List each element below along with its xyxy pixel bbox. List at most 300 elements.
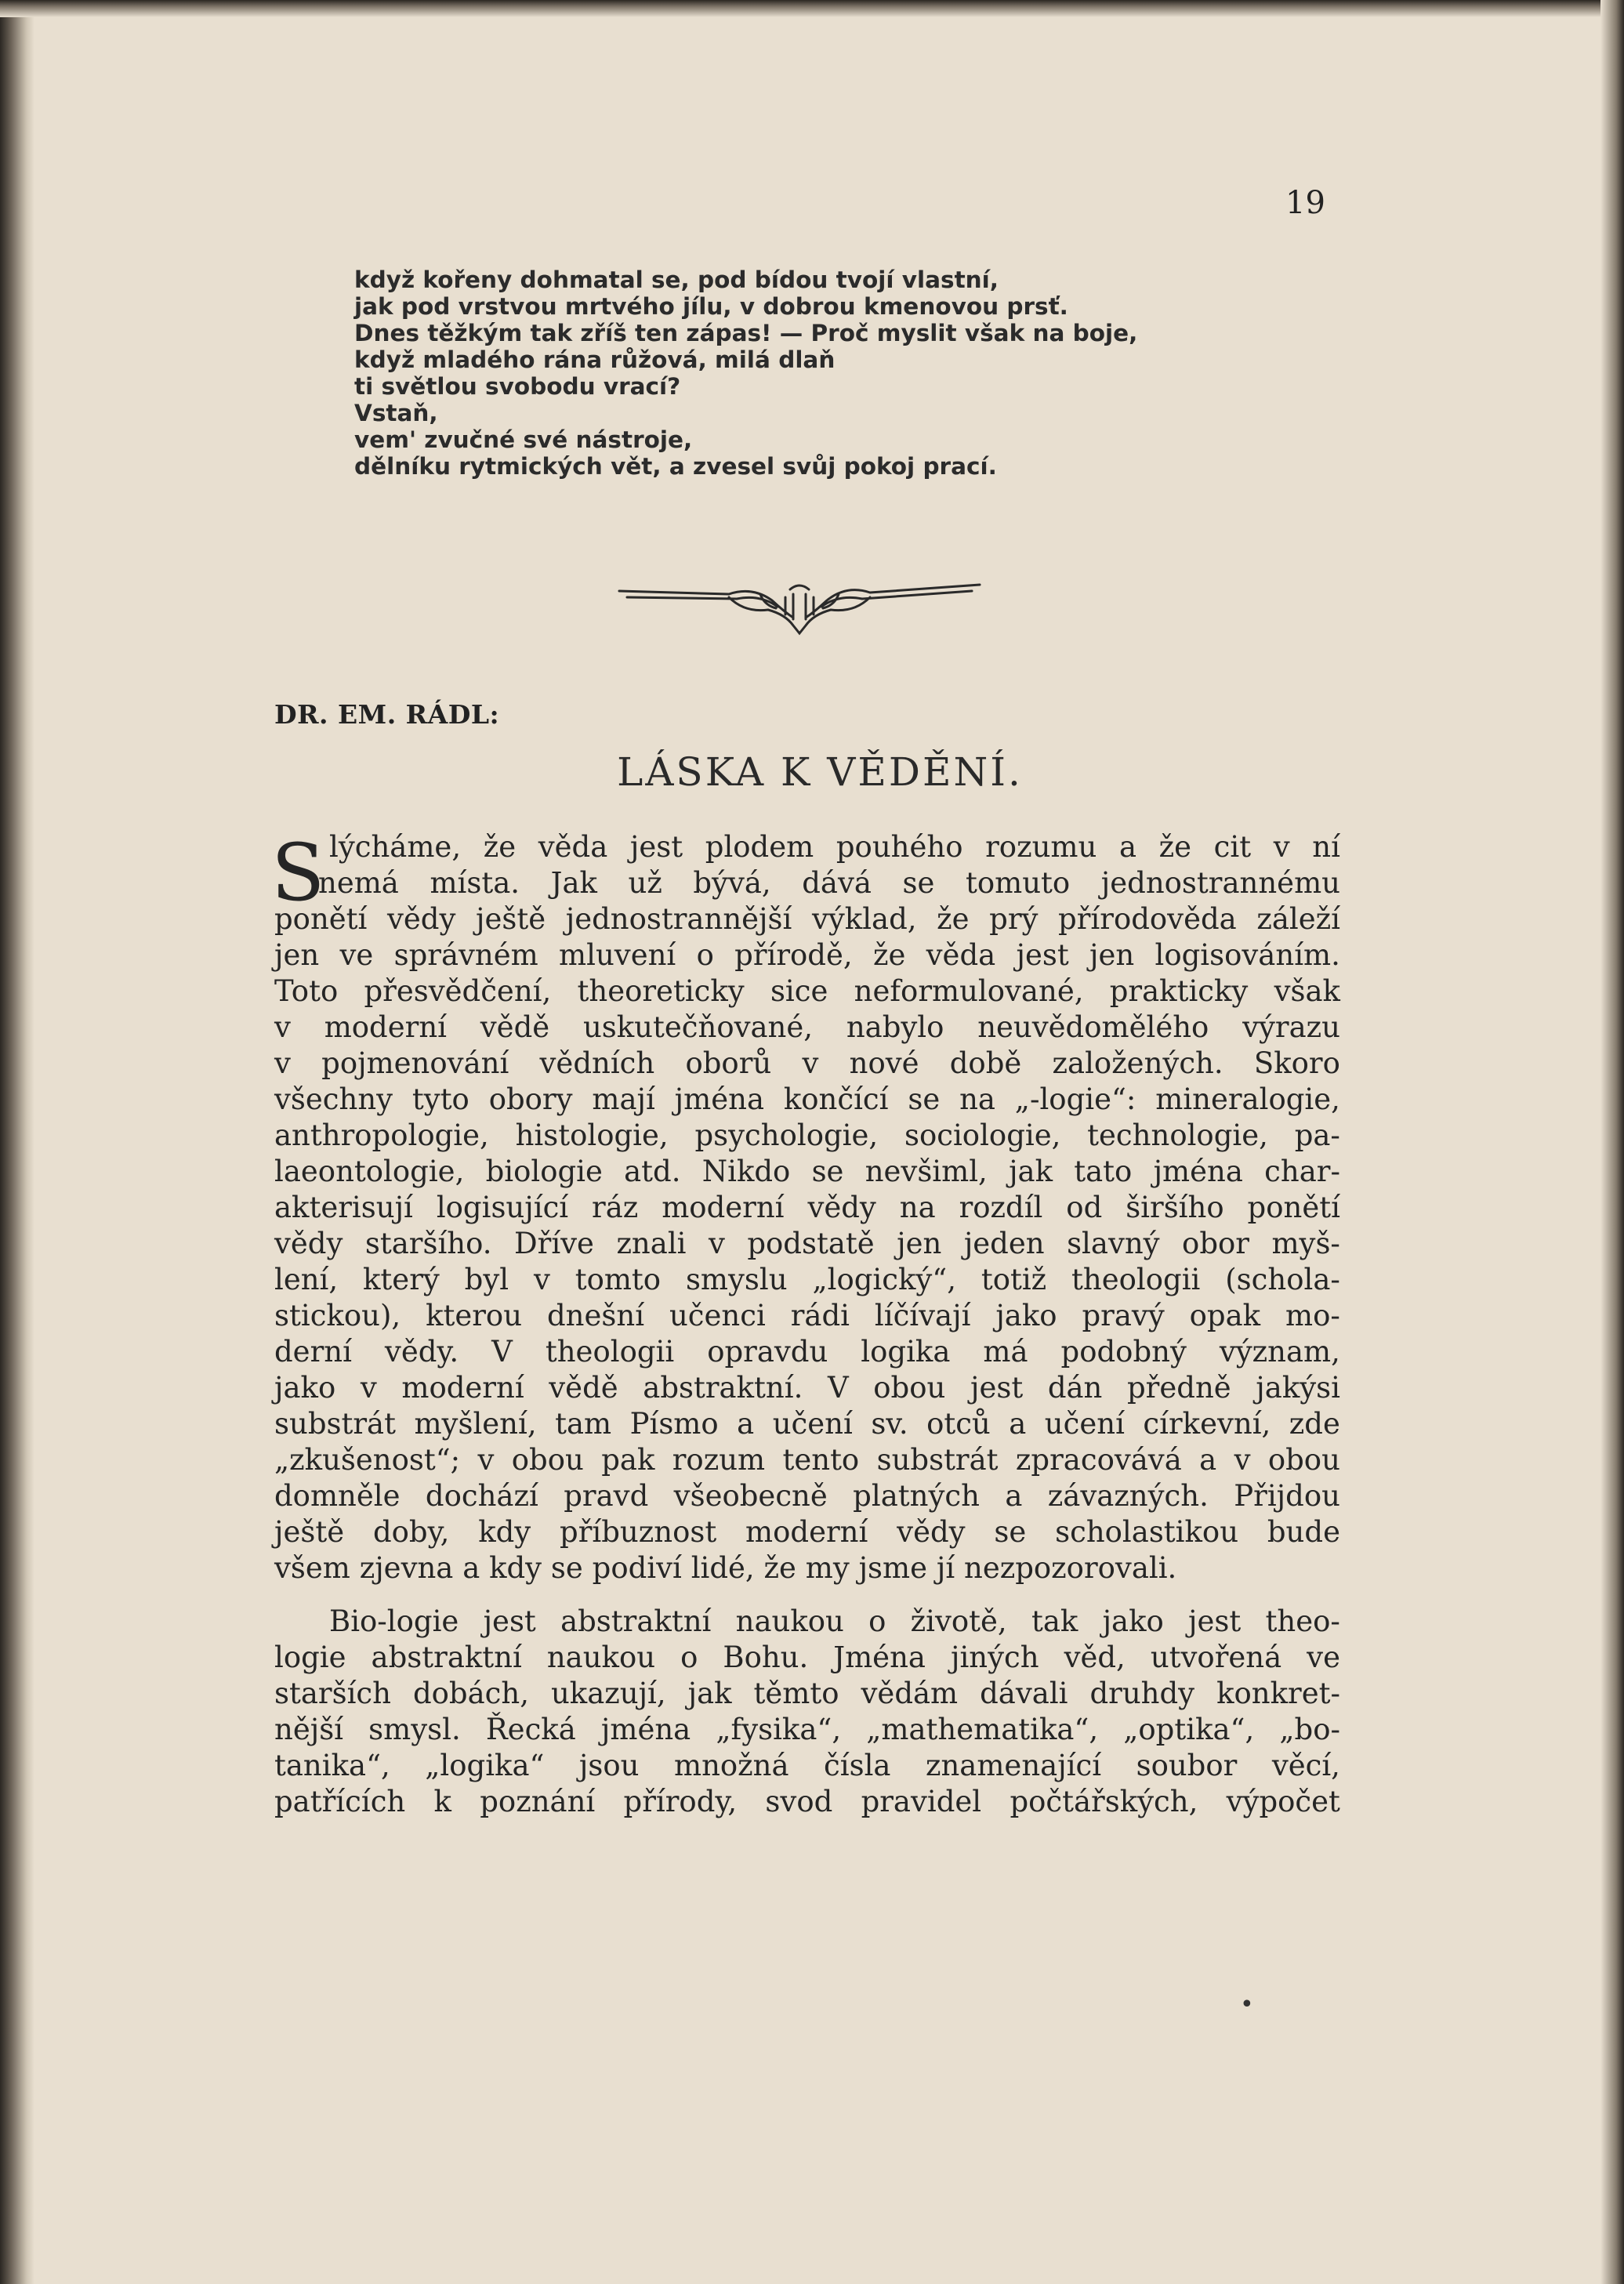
word: na bbox=[959, 1082, 995, 1116]
word: přesvědčení, bbox=[364, 974, 552, 1008]
word: dochází bbox=[425, 1479, 538, 1513]
text-line bbox=[274, 1442, 1340, 1478]
word: nabylo bbox=[846, 1010, 944, 1044]
word: V bbox=[491, 1335, 513, 1369]
word: tak bbox=[1031, 1604, 1078, 1638]
word: vědě bbox=[480, 1010, 550, 1044]
poem-line: Dnes těžkým tak zříš ten zápas! — Proč myslit však na boje, bbox=[354, 320, 1138, 346]
word: dobách, bbox=[412, 1677, 529, 1710]
word: věcí, bbox=[1271, 1749, 1340, 1782]
word: druhdy bbox=[1089, 1677, 1195, 1710]
word: substrát bbox=[274, 1407, 396, 1441]
word: čísla bbox=[824, 1749, 891, 1782]
word: závazných. bbox=[1047, 1479, 1209, 1513]
word: ráz bbox=[592, 1191, 639, 1224]
word: pravd bbox=[564, 1479, 649, 1513]
word: abstraktní bbox=[371, 1640, 522, 1674]
word: plodem bbox=[705, 830, 814, 864]
word: v bbox=[477, 1443, 495, 1477]
word: jak bbox=[687, 1677, 732, 1710]
word: v bbox=[708, 1227, 725, 1260]
word: naukou bbox=[546, 1640, 656, 1674]
word: jest bbox=[1016, 938, 1069, 972]
word: ve bbox=[1307, 1640, 1340, 1674]
word: jako bbox=[1102, 1604, 1164, 1638]
text-line bbox=[274, 1082, 1340, 1118]
text-line bbox=[274, 1784, 1340, 1820]
text-line bbox=[274, 1478, 1340, 1514]
word: neuvědomělého bbox=[977, 1010, 1209, 1044]
text-line bbox=[274, 937, 1340, 973]
word: na bbox=[899, 1191, 936, 1224]
word: jsme bbox=[858, 1551, 928, 1585]
word: poznání bbox=[480, 1785, 596, 1818]
word: mají bbox=[592, 1082, 655, 1116]
word: jak bbox=[1009, 1155, 1053, 1188]
word: „optika“, bbox=[1123, 1713, 1255, 1746]
poem-line: Vstaň, bbox=[354, 400, 438, 426]
word: tam bbox=[555, 1407, 612, 1441]
word: doby, bbox=[372, 1515, 450, 1549]
word: všem bbox=[274, 1551, 350, 1585]
word: se bbox=[550, 1551, 583, 1585]
word: učenci bbox=[669, 1299, 766, 1332]
word: místa. bbox=[430, 866, 520, 900]
word: theo- bbox=[1265, 1604, 1340, 1638]
word: končící bbox=[783, 1082, 889, 1116]
word: nové bbox=[849, 1046, 919, 1080]
word: jest bbox=[1188, 1604, 1242, 1638]
word: lidé, bbox=[691, 1551, 755, 1585]
word: se bbox=[811, 1155, 844, 1188]
word: v bbox=[1234, 1443, 1251, 1477]
word: „logika“ bbox=[425, 1749, 545, 1782]
word: slavný bbox=[1067, 1227, 1160, 1260]
word: lení, bbox=[274, 1263, 339, 1296]
word: jen bbox=[897, 1227, 942, 1260]
top-edge-shadow bbox=[0, 0, 1624, 17]
word: počtářských, bbox=[1010, 1785, 1198, 1818]
word: a bbox=[1009, 1407, 1027, 1441]
word: konkret- bbox=[1216, 1677, 1340, 1710]
word: soubor bbox=[1136, 1749, 1238, 1782]
word: výklad, bbox=[811, 902, 917, 936]
word: a bbox=[462, 1551, 480, 1585]
word: totiž bbox=[981, 1263, 1047, 1296]
word: dán bbox=[1047, 1371, 1103, 1405]
word: vědy. bbox=[384, 1335, 459, 1369]
word: význam, bbox=[1219, 1335, 1340, 1369]
text-line bbox=[274, 1406, 1340, 1442]
word: logisováním. bbox=[1155, 938, 1340, 972]
word: všechny bbox=[274, 1082, 393, 1116]
word: „logický“, bbox=[812, 1263, 956, 1296]
word: líčívají bbox=[874, 1299, 971, 1332]
word: lýcháme, bbox=[329, 830, 462, 864]
word: dává bbox=[802, 866, 872, 900]
text-line bbox=[274, 901, 1340, 937]
printer-mark-icon: • bbox=[1240, 1991, 1254, 2018]
word: že bbox=[763, 1551, 796, 1585]
word: životě, bbox=[910, 1604, 1007, 1638]
word: opravdu bbox=[707, 1335, 828, 1369]
word: bude bbox=[1267, 1515, 1340, 1549]
word: o bbox=[868, 1604, 886, 1638]
word: tyto bbox=[411, 1082, 469, 1116]
word: zpracovává bbox=[1015, 1443, 1182, 1477]
word: patřících bbox=[274, 1785, 406, 1818]
word: anthropologie, bbox=[274, 1118, 489, 1152]
word: pouhého bbox=[836, 830, 963, 864]
word: jest bbox=[629, 830, 683, 864]
word: kdy bbox=[489, 1551, 542, 1585]
word: jiných bbox=[950, 1640, 1039, 1674]
word: že bbox=[937, 902, 970, 936]
word: správném bbox=[393, 938, 538, 972]
word: jsou bbox=[578, 1749, 640, 1782]
word: o bbox=[696, 938, 714, 972]
word: pravidel bbox=[861, 1785, 982, 1818]
word: jednostrannému bbox=[1100, 866, 1340, 900]
text-line bbox=[274, 1298, 1340, 1334]
word: jednostrannější bbox=[565, 902, 792, 936]
text-line bbox=[274, 1046, 1340, 1082]
book-binding-shadow bbox=[0, 0, 34, 2284]
word: sv. bbox=[871, 1407, 908, 1441]
word: že bbox=[483, 830, 517, 864]
text-line bbox=[274, 1514, 1340, 1550]
word: theoreticky bbox=[577, 974, 745, 1008]
word: jména bbox=[600, 1713, 691, 1746]
word: od bbox=[1066, 1191, 1103, 1224]
word: založených. bbox=[1052, 1046, 1223, 1080]
word: Jak bbox=[550, 866, 597, 900]
word: přírodověda bbox=[1058, 902, 1237, 936]
word: učení bbox=[772, 1407, 853, 1441]
word: (schola- bbox=[1225, 1263, 1340, 1296]
text-line bbox=[274, 1676, 1340, 1712]
word: bývá, bbox=[693, 866, 771, 900]
word: nější bbox=[274, 1713, 344, 1746]
word: k bbox=[433, 1785, 451, 1818]
word: histologie, bbox=[515, 1118, 669, 1152]
word: se bbox=[908, 1082, 941, 1116]
word: v bbox=[802, 1046, 819, 1080]
word: má bbox=[983, 1335, 1028, 1369]
word: jest bbox=[483, 1604, 536, 1638]
word: atd. bbox=[624, 1155, 681, 1188]
page-number: 19 bbox=[1285, 185, 1325, 221]
text-line bbox=[274, 1370, 1340, 1406]
word: příbuznost bbox=[560, 1515, 717, 1549]
word: však bbox=[1274, 974, 1340, 1008]
word: vědy bbox=[274, 1227, 343, 1260]
word: ponětí bbox=[274, 902, 368, 936]
word: prakticky bbox=[1109, 974, 1249, 1008]
poem-line: když kořeny dohmatal se, pod bídou tvojí vlastní, bbox=[354, 266, 999, 293]
word: moderní bbox=[745, 1515, 868, 1549]
word: učení bbox=[1044, 1407, 1125, 1441]
word: substrát bbox=[876, 1443, 999, 1477]
word: scholastikou bbox=[1055, 1515, 1239, 1549]
text-line bbox=[274, 1712, 1340, 1748]
word: myšlení, bbox=[414, 1407, 537, 1441]
word: širšího bbox=[1126, 1191, 1224, 1224]
word: platných bbox=[853, 1479, 980, 1513]
poem-line: dělníku rytmických vět, a zvesel svůj pokoj prací. bbox=[354, 453, 997, 480]
word: prý bbox=[989, 902, 1039, 936]
word: dnešní bbox=[546, 1299, 645, 1332]
word: biologie bbox=[485, 1155, 603, 1188]
word: přírody, bbox=[623, 1785, 738, 1818]
word: rozdíl bbox=[959, 1191, 1043, 1224]
word: „bo- bbox=[1279, 1713, 1340, 1746]
word: ještě bbox=[274, 1515, 345, 1549]
word: „zkušenost“; bbox=[274, 1443, 461, 1477]
word: rozum bbox=[672, 1443, 766, 1477]
word: kterou bbox=[426, 1299, 523, 1332]
word: opak bbox=[1189, 1299, 1261, 1332]
word: znali bbox=[616, 1227, 687, 1260]
word: podstatě bbox=[747, 1227, 875, 1260]
word: církevní, bbox=[1143, 1407, 1271, 1441]
word: kdy bbox=[478, 1515, 531, 1549]
word: nevšiml, bbox=[865, 1155, 988, 1188]
word: podobný bbox=[1060, 1335, 1187, 1369]
text-line bbox=[274, 1550, 1340, 1586]
word: který bbox=[363, 1263, 440, 1296]
word: podiví bbox=[592, 1551, 682, 1585]
word: záleží bbox=[1256, 902, 1340, 936]
word: otců bbox=[926, 1407, 991, 1441]
paragraph-2 bbox=[274, 1604, 1340, 1820]
word: Nikdo bbox=[701, 1155, 791, 1188]
word: naukou bbox=[735, 1604, 844, 1638]
word: mineralogie, bbox=[1155, 1082, 1340, 1116]
word: nemá bbox=[318, 866, 399, 900]
word: myš- bbox=[1271, 1227, 1340, 1260]
word: vědy bbox=[387, 902, 456, 936]
word: logie bbox=[274, 1640, 346, 1674]
word: zde bbox=[1289, 1407, 1340, 1441]
text-line bbox=[274, 1748, 1340, 1784]
word: už bbox=[628, 866, 662, 900]
word: a bbox=[1005, 1479, 1023, 1513]
word: Bohu. bbox=[723, 1640, 809, 1674]
word: moderní bbox=[401, 1371, 524, 1405]
word: smysl. bbox=[368, 1713, 461, 1746]
word: svod bbox=[765, 1785, 833, 1818]
word: jen bbox=[274, 938, 320, 972]
word: a bbox=[1118, 830, 1136, 864]
word: obou bbox=[1267, 1443, 1340, 1477]
word: že bbox=[872, 938, 906, 972]
word: jména bbox=[674, 1082, 764, 1116]
word: rozumu bbox=[985, 830, 1097, 864]
word: jakýsi bbox=[1256, 1371, 1340, 1405]
word: obory bbox=[488, 1082, 573, 1116]
word: obor bbox=[1182, 1227, 1249, 1260]
word: obou bbox=[873, 1371, 946, 1405]
text-line bbox=[274, 1334, 1340, 1370]
word: stickou), bbox=[274, 1299, 401, 1332]
text-line bbox=[274, 1010, 1340, 1046]
word: jen bbox=[1089, 938, 1135, 972]
word: všeobecně bbox=[673, 1479, 828, 1513]
word: tomuto bbox=[965, 866, 1071, 900]
word: množná bbox=[673, 1749, 789, 1782]
word: věda bbox=[926, 938, 996, 972]
word: tomto bbox=[575, 1263, 662, 1296]
article-title: LÁSKA K VĚDĚNÍ. bbox=[617, 749, 1023, 795]
text-line bbox=[274, 1604, 1340, 1640]
word: laeontologie, bbox=[274, 1155, 465, 1188]
word: se bbox=[994, 1515, 1027, 1549]
word: Bio-logie bbox=[329, 1604, 459, 1638]
word: vědám bbox=[861, 1677, 959, 1710]
word: věda bbox=[538, 830, 608, 864]
word: Dříve bbox=[513, 1227, 594, 1260]
poem-line: vem' zvučné své nástroje, bbox=[354, 426, 693, 453]
word: ještě bbox=[476, 902, 546, 936]
word: moderní bbox=[324, 1010, 447, 1044]
word: mluvení bbox=[559, 938, 676, 972]
word: my bbox=[805, 1551, 850, 1585]
word: ní bbox=[1312, 830, 1340, 864]
word: smyslu bbox=[685, 1263, 788, 1296]
word: v bbox=[274, 1010, 291, 1044]
word: přírodě, bbox=[734, 938, 853, 972]
word: „-logie“: bbox=[1014, 1082, 1136, 1116]
word: jest bbox=[970, 1371, 1024, 1405]
word: vědních bbox=[539, 1046, 655, 1080]
word: „mathematika“, bbox=[866, 1713, 1099, 1746]
word: V bbox=[827, 1371, 849, 1405]
word: starších bbox=[274, 1677, 391, 1710]
word: o bbox=[680, 1640, 698, 1674]
word: Řecká bbox=[485, 1713, 576, 1746]
poem-line: ti světlou svobodu vrací? bbox=[354, 373, 681, 400]
word: abstraktní bbox=[560, 1604, 712, 1638]
word: zjevna bbox=[359, 1551, 454, 1585]
word: Skoro bbox=[1253, 1046, 1340, 1080]
text-line bbox=[274, 1262, 1340, 1298]
word: uskutečňované, bbox=[582, 1010, 814, 1044]
word: jí bbox=[936, 1551, 955, 1585]
word: a bbox=[737, 1407, 755, 1441]
paragraph-1 bbox=[274, 829, 1340, 1586]
word: obou bbox=[511, 1443, 584, 1477]
word: char- bbox=[1264, 1155, 1340, 1188]
word: mo- bbox=[1285, 1299, 1340, 1332]
text-line bbox=[274, 865, 1340, 901]
word: sice bbox=[770, 974, 828, 1008]
word: době bbox=[949, 1046, 1022, 1080]
poem-line: jak pod vrstvou mrtvého jílu, v dobrou kmenovou prsť. bbox=[354, 293, 1068, 320]
author-name: DR. EM. RÁDL: bbox=[274, 699, 500, 730]
ornament-divider bbox=[611, 571, 988, 638]
word: pa- bbox=[1294, 1118, 1340, 1152]
text-line bbox=[274, 973, 1340, 1010]
word: Písmo bbox=[629, 1407, 719, 1441]
word: pak bbox=[601, 1443, 655, 1477]
word: logisující bbox=[436, 1191, 569, 1224]
word: neformulované, bbox=[854, 974, 1084, 1008]
word: rádi bbox=[790, 1299, 850, 1332]
text-line bbox=[274, 1118, 1340, 1154]
word: derní bbox=[274, 1335, 352, 1369]
word: jako bbox=[274, 1371, 336, 1405]
word: „fysika“, bbox=[716, 1713, 842, 1746]
text-line bbox=[274, 1640, 1340, 1676]
drop-cap: S bbox=[271, 827, 325, 919]
right-edge-shadow bbox=[1600, 0, 1624, 2284]
word: Jména bbox=[833, 1640, 926, 1674]
word: jména bbox=[1153, 1155, 1243, 1188]
word: výrazu bbox=[1242, 1010, 1340, 1044]
word: pravý bbox=[1082, 1299, 1165, 1332]
word: theologii bbox=[1071, 1263, 1201, 1296]
word: utvořená bbox=[1150, 1640, 1282, 1674]
word: že bbox=[1158, 830, 1192, 864]
word: v bbox=[1273, 830, 1290, 864]
word: domněle bbox=[274, 1479, 401, 1513]
word: ponětí bbox=[1247, 1191, 1340, 1224]
word: výpočet bbox=[1226, 1785, 1340, 1818]
word: nezpozorovali. bbox=[964, 1551, 1177, 1585]
word: staršího. bbox=[364, 1227, 492, 1260]
word: a bbox=[1199, 1443, 1217, 1477]
word: abstraktní. bbox=[643, 1371, 803, 1405]
word: vědy bbox=[807, 1191, 876, 1224]
word: ukazují, bbox=[550, 1677, 666, 1710]
word: ve bbox=[339, 938, 374, 972]
word: Toto bbox=[274, 974, 339, 1008]
word: věd, bbox=[1064, 1640, 1126, 1674]
word: vědy bbox=[897, 1515, 966, 1549]
word: theologii bbox=[545, 1335, 675, 1369]
word: tato bbox=[1074, 1155, 1133, 1188]
poem-line: když mladého rána růžová, milá dlaň bbox=[354, 346, 836, 373]
word: v bbox=[360, 1371, 377, 1405]
word: logika bbox=[861, 1335, 951, 1369]
word: technologie, bbox=[1087, 1118, 1268, 1152]
word: znamenající bbox=[925, 1749, 1102, 1782]
word: byl bbox=[464, 1263, 509, 1296]
word: moderní bbox=[662, 1191, 785, 1224]
word: akterisují bbox=[274, 1191, 413, 1224]
word: předně bbox=[1127, 1371, 1231, 1405]
poem-stanza bbox=[354, 266, 1137, 480]
word: v bbox=[533, 1263, 550, 1296]
word: oborů bbox=[685, 1046, 772, 1080]
word: dávali bbox=[980, 1677, 1068, 1710]
word: tanika“, bbox=[274, 1749, 390, 1782]
word: cit bbox=[1213, 830, 1252, 864]
word: vědě bbox=[549, 1371, 618, 1405]
word: psychologie, bbox=[694, 1118, 879, 1152]
text-line bbox=[274, 1226, 1340, 1262]
word: Přijdou bbox=[1234, 1479, 1340, 1513]
word: se bbox=[902, 866, 935, 900]
text-line bbox=[274, 1154, 1340, 1190]
word: tento bbox=[782, 1443, 860, 1477]
word: těmto bbox=[753, 1677, 839, 1710]
word: v bbox=[274, 1046, 291, 1080]
text-line bbox=[274, 829, 1340, 865]
word: pojmenování bbox=[321, 1046, 509, 1080]
word: jako bbox=[995, 1299, 1057, 1332]
